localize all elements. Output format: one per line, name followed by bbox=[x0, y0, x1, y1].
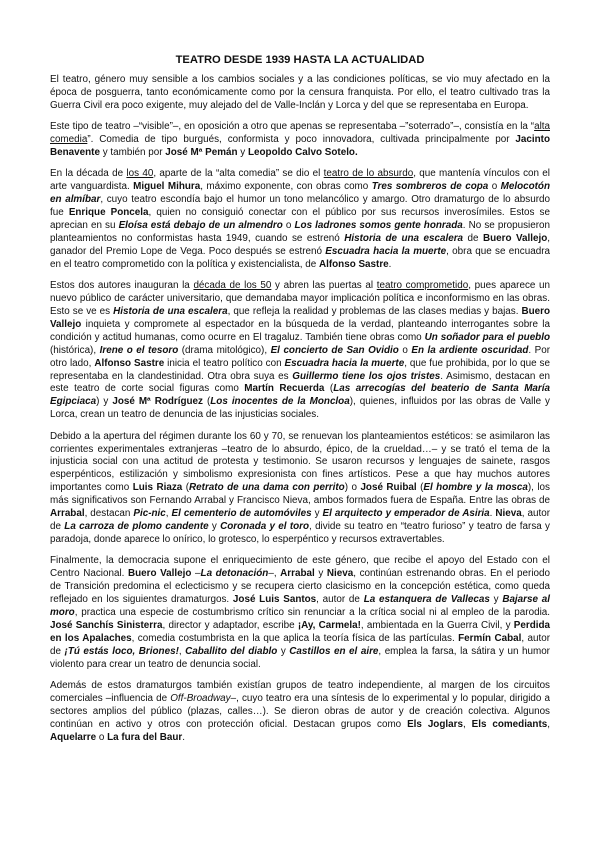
text-run: ( bbox=[324, 383, 334, 395]
text-run: Este tipo de teatro –“visible”–, en oposición a otro que apenas se representaba –”soterrado”–, consistía en la “ bbox=[50, 121, 535, 133]
work-title: Los ladrones somos gente honrada bbox=[294, 220, 463, 232]
work-title: Tres sombreros de copa bbox=[371, 181, 489, 193]
work-title: ¡Tú estás loco, Briones! bbox=[64, 645, 179, 657]
author-name: Perdida en los Apalaches bbox=[50, 619, 551, 644]
underlined-term: los 40 bbox=[126, 168, 154, 180]
text-run: o bbox=[488, 181, 501, 193]
text-run: Además de estos dramaturgos también existían grupos de teatro independiente, al margen de los circuitos comerciales –influencia de bbox=[50, 679, 550, 704]
text-run: , divide su teatro en “teatro furioso” y teatro de farsa y paradoja, donde aparece lo onírico, lo grotesco, lo esperpéntico y recursos extravertables. bbox=[50, 521, 550, 545]
work-title: El concierto de San Ovidio bbox=[270, 344, 399, 356]
text-run: , practica una especie de costumbrismo crítico sin renunciar a la crítica social ni al empleo de la parodia. bbox=[74, 606, 550, 618]
paragraph-6 bbox=[50, 555, 550, 671]
text-run: , destacan bbox=[84, 508, 134, 520]
text-run: , quien no consiguió conectar con el público por sus recursos inverosímiles. Estos se aprecian en su bbox=[50, 207, 550, 232]
author-name: Arrabal bbox=[50, 508, 85, 520]
text-run: , cuyo teatro escondía bajo el humor un tono melancólico y amargo. Otro dramaturgo de lo absurdo fue bbox=[50, 194, 550, 219]
text-run: ), quienes, influidos por las obras de Valle y Lorca, crean un teatro de denuncia de las injusticias sociales. bbox=[50, 396, 550, 421]
underlined-term: teatro de lo absurdo bbox=[323, 168, 414, 180]
work-title: La carroza de plomo candente bbox=[64, 521, 209, 532]
author-name: Enrique Poncela bbox=[68, 207, 149, 219]
text-run: Estos dos autores inauguran la bbox=[50, 280, 194, 292]
text-run: ( bbox=[416, 482, 424, 494]
paragraph-7 bbox=[50, 680, 550, 745]
work-title: Off-Broadway bbox=[170, 692, 231, 704]
text-run: inquieta y compromete al espectador en la búsqueda de la verdad, planteando interrogantes sobre la condición y actitud humanas, como ocurre en El tragaluz. También tiene obras como bbox=[50, 318, 550, 343]
text-run: . Asimismo, destacan en este teatro de corte social figuras como bbox=[50, 370, 551, 395]
text-run: y bbox=[208, 521, 221, 532]
author-name: Nieva bbox=[326, 568, 354, 580]
author-name: ¡Ay, Carmela! bbox=[297, 619, 361, 631]
text-run: , ambientada en la Guerra Civil, y bbox=[360, 619, 514, 631]
text-run: ( bbox=[202, 396, 211, 408]
underlined-term: teatro comprometido bbox=[376, 280, 469, 292]
text-run: , obra que se encuadra en el teatro comprometido con la política y existencialista, de bbox=[50, 245, 550, 270]
paragraph-5 bbox=[50, 431, 550, 547]
text-run: En la década de bbox=[50, 168, 127, 180]
text-run: , pues aparece un nuevo público de carácter universitario, que demandaba mayor implicación política e inconformismo en las obras. Esto se ve es bbox=[50, 280, 551, 317]
work-title: Castillos en el aire bbox=[289, 645, 379, 657]
text-run: , ganador del Premio Lope de Vega. Poco después se estrenó bbox=[50, 232, 550, 257]
text-run: inicia el teatro político con bbox=[164, 357, 285, 369]
text-run: , emplea la farsa, la sátira y un humor violento para crear un teatro de denuncia social. bbox=[50, 645, 550, 670]
text-run: y bbox=[314, 568, 327, 580]
author-name: José Ruibal bbox=[360, 482, 417, 494]
paragraph-1 bbox=[50, 74, 550, 113]
author-name: La fura del Baur bbox=[107, 731, 183, 743]
author-name: José Mª Pemán bbox=[165, 147, 238, 159]
text-run: . No se propusieron planteamientos no conformistas hasta 1949, cuando se estrenó bbox=[50, 220, 550, 244]
underlined-term: alta comedia bbox=[50, 121, 550, 146]
author-name: Els comediants bbox=[471, 718, 548, 730]
work-title: Irene o el tesoro bbox=[99, 344, 179, 356]
text-run: , que mantenía vínculos con el arte vanguardista. bbox=[50, 168, 550, 193]
author-name: Buero Vallejo bbox=[50, 306, 550, 330]
text-run: o bbox=[96, 731, 108, 743]
text-run: , que refleja la realidad y problemas de las clases medias y bajas. bbox=[227, 306, 522, 317]
text-run: , bbox=[547, 718, 550, 730]
work-title: Escuadra hacia la muerte bbox=[284, 357, 405, 369]
text-run: , continúan estrenando obras. En el periodo de Transición predomina el eclecticismo y se recupera cierto clasicismo en la concepción estética, como queda reflejado en los siguientes dramaturgos. bbox=[50, 568, 550, 606]
author-name: Nieva bbox=[495, 508, 522, 520]
work-title: Los inocentes de la Moncloa bbox=[210, 396, 350, 408]
text-run: de bbox=[463, 232, 483, 244]
text-run: ( bbox=[182, 482, 190, 494]
work-title: Caballito del diablo bbox=[185, 645, 278, 657]
text-run: El teatro, género muy sensible a los cambios sociales y a las condiciones políticas, se vio muy afectado en la época de posguerra, tanto económicamente como por la censura franquista. Por ello, el teatro cultivado tras la Guerra Civil era poco exigente, muy alejado del de Valle-Inclán y Lorca y del que se representaba en Europa. bbox=[50, 74, 550, 111]
work-title: La estanquera de Vallecas bbox=[363, 594, 490, 606]
paragraph-4 bbox=[50, 280, 550, 422]
author-name: Buero Vallejo bbox=[128, 568, 192, 580]
text-run: , director y adaptador, escribe bbox=[162, 619, 298, 631]
work-title: Escuadra hacia la muerte bbox=[325, 245, 447, 257]
document-title: TEATRO DESDE 1939 HASTA LA ACTUALIDAD bbox=[175, 54, 425, 66]
text-run: ) o bbox=[344, 482, 361, 494]
work-title: El arquitecto y emperador de Asiria bbox=[322, 508, 490, 520]
text-run: y abren las puertas al bbox=[271, 280, 377, 292]
author-name: José Luis Santos bbox=[232, 594, 317, 606]
work-title: Guillermo tiene los ojos tristes bbox=[292, 370, 441, 382]
author-name: Buero Vallejo bbox=[482, 232, 548, 244]
text-run: ), los más significativos son Fernando Arrabal y Francisco Nieva, ambos formados fuera de España. Entre las obras de bbox=[50, 482, 550, 507]
text-run: , máximo exponente, con obras como bbox=[200, 181, 372, 193]
author-name: Leopoldo Calvo Sotelo. bbox=[247, 147, 358, 159]
author-name: Alfonso Sastre bbox=[318, 258, 389, 270]
author-name: Els Joglars bbox=[407, 718, 463, 730]
author-name: Fermín Cabal bbox=[458, 632, 522, 644]
text-run: . bbox=[388, 258, 392, 270]
work-title: Eloísa está debajo de un almendro bbox=[118, 220, 283, 232]
work-title: Coronada y el toro bbox=[220, 521, 310, 532]
work-title: Pic-nic bbox=[133, 508, 166, 520]
text-run: y bbox=[277, 645, 290, 657]
work-title: La detonación bbox=[200, 568, 269, 580]
work-title: El hombre y la mosca bbox=[423, 482, 528, 494]
text-run: , aparte de la “alta comedia” se dio el bbox=[153, 168, 324, 180]
text-run: , bbox=[165, 508, 172, 520]
text-run: y bbox=[237, 147, 248, 159]
work-title: Un soñador para el pueblo bbox=[424, 331, 550, 343]
text-run: ”. Comedia de tipo burgués, conformista y poco innovadora, cultivada principalmente por bbox=[87, 134, 516, 146]
text-run: , comedia costumbrista en la que aplica la teoría física de las partículas. bbox=[131, 632, 459, 644]
text-run: , autor de bbox=[50, 632, 551, 657]
text-run: y bbox=[489, 594, 503, 606]
author-name: José Mª Rodríguez bbox=[112, 396, 203, 408]
author-name: Alfonso Sastre bbox=[94, 357, 165, 369]
text-run: –, bbox=[268, 568, 281, 580]
text-run: o bbox=[398, 344, 412, 356]
text-run: , autor de bbox=[316, 594, 364, 606]
text-run: (histórica), bbox=[50, 344, 100, 356]
text-run: o bbox=[282, 220, 295, 232]
text-run: . Por otro lado, bbox=[50, 344, 551, 369]
paragraph-3 bbox=[50, 168, 550, 271]
author-name: Aquelarre bbox=[50, 731, 97, 743]
text-run: Finalmente, la democracia supone el enriquecimiento de este género, que recibe el apoyo del Estado con el Centro Nacional. bbox=[50, 555, 550, 580]
author-name: Miguel Mihura bbox=[133, 181, 201, 193]
author-name: Martín Recuerda bbox=[244, 383, 325, 395]
text-run: –, cuyo teatro era una síntesis de lo experimental y lo popular, dirigido a sectores amplios del público (plazas, calles…). Se dieron obras de autor y de creación colectiva. Algunos continúan en activo y otros con protección oficial. Destacan grupos como bbox=[50, 692, 550, 730]
text-run: ) y bbox=[96, 396, 113, 408]
author-name: Luis Riaza bbox=[132, 482, 183, 494]
work-title: Historia de una escalera bbox=[344, 232, 464, 244]
work-title: Retrato de una dama con perrito bbox=[189, 482, 345, 494]
text-run: y también por bbox=[99, 147, 166, 159]
text-run: Debido a la apertura del régimen durante los 60 y 70, se renuevan los planteamientos estéticos: se asimilaron las corrientes experimentales extranjeras –teatro de lo absurdo, épico, de la crueldad…– y se trató el tema de la injusticia social con una actitud de protesta y testimonio. Se usaron recursos y lenguajes de sainete, rasgos esperpénticos, estilización y simbolismo expresionista con fines artísticos. Pese a que hay muchos autores importantes como bbox=[50, 430, 550, 494]
author-name: Arrabal bbox=[280, 568, 315, 580]
text-run: , autor de bbox=[50, 508, 550, 532]
work-title: Bajarse al moro bbox=[50, 594, 550, 618]
work-title: En la ardiente oscuridad bbox=[411, 344, 529, 356]
underlined-term: década de los 50 bbox=[193, 280, 272, 292]
text-run: . bbox=[489, 508, 496, 520]
text-run: , bbox=[178, 645, 186, 657]
work-title: El cementerio de automóviles bbox=[171, 508, 312, 520]
work-title: Melocotón en almíbar bbox=[50, 181, 550, 206]
text-run: (drama mitológico), bbox=[178, 344, 271, 356]
text-run: , que fue prohibida, por lo que se representaba en la clandestinidad. Otra obra suya es bbox=[50, 357, 550, 382]
text-run: , bbox=[462, 718, 472, 730]
text-run: y bbox=[311, 508, 323, 520]
paragraph-2 bbox=[50, 121, 550, 160]
text-run: – bbox=[191, 568, 201, 580]
work-title: Historia de una escalera bbox=[113, 306, 228, 317]
text-run: . bbox=[182, 731, 186, 743]
author-name: José Sanchís Sinisterra bbox=[50, 619, 163, 631]
document-body bbox=[50, 74, 550, 745]
work-title: Las arrecogías del beaterio de Santa María Egipciaca bbox=[50, 383, 550, 408]
author-name: Jacinto Benavente bbox=[50, 134, 550, 159]
